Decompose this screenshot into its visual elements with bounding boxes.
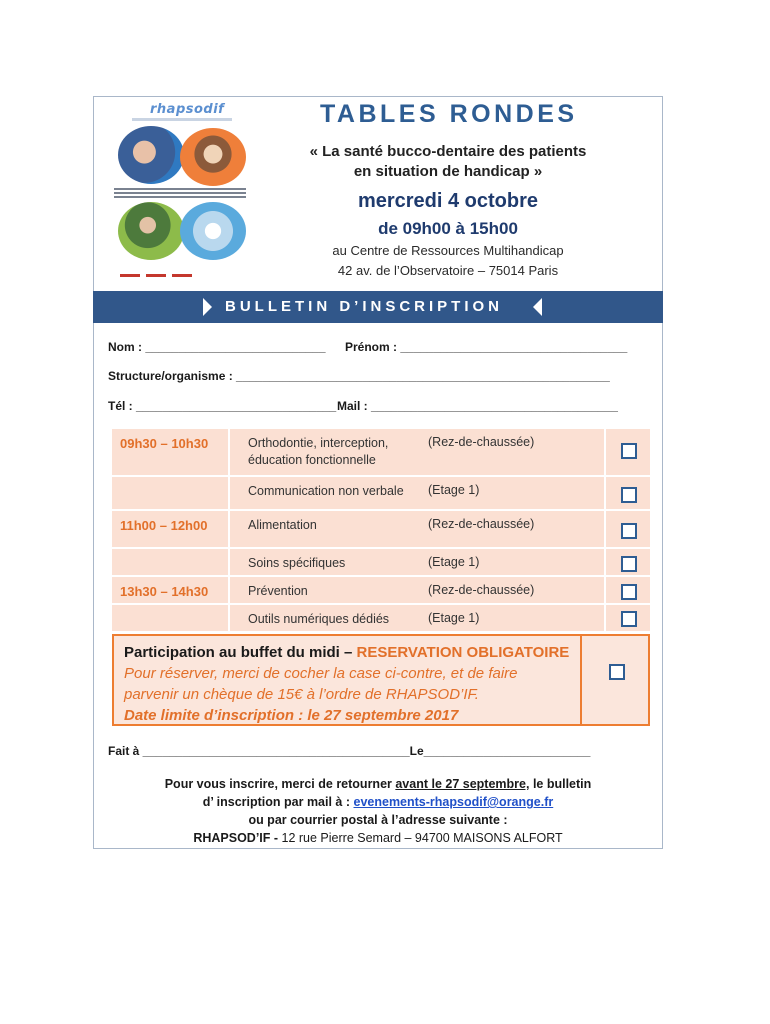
- footer-instructions: [100, 775, 656, 847]
- buffet-deadline: Date limite d’inscription : le 27 septembre 2017: [124, 707, 459, 724]
- buffet-reservation: [112, 634, 650, 726]
- buffet-mandatory: RESERVATION OBLIGATOIRE: [356, 644, 570, 661]
- checkbox-cell: [580, 636, 650, 724]
- footer-line-4: [100, 829, 656, 847]
- photo-patient-caregiver: [118, 126, 184, 184]
- rhapsodif-logo: [110, 102, 250, 278]
- footer-address: 12 rue Pierre Semard – 94700 MAISONS ALFORT: [281, 831, 563, 845]
- buffet-instructions-2: parvenir un chèque de 15€ à l’ordre de RHAPSOD’IF.: [124, 686, 479, 703]
- session-checkbox[interactable]: [621, 611, 637, 627]
- session-time: [112, 549, 230, 575]
- session-topic: Alimentation: [248, 518, 317, 532]
- footer-deadline: avant le 27 septembre,: [395, 777, 530, 791]
- session-floor: (Etage 1): [428, 555, 480, 569]
- session-time: 11h00 – 12h00: [112, 511, 230, 547]
- session-time: 09h30 – 10h30: [112, 429, 230, 475]
- event-hours: de 09h00 à 15h00: [378, 219, 518, 238]
- buffet-heading: [124, 644, 569, 661]
- session-time: [112, 605, 230, 631]
- session-topic: Soins spécifiques: [248, 556, 346, 570]
- footer-line-1: [100, 775, 656, 793]
- buffet-checkbox[interactable]: [609, 664, 625, 680]
- event-subtitle: [268, 142, 628, 182]
- buffet-heading-text: Participation au buffet du midi –: [124, 644, 357, 661]
- footer-line-2: [100, 793, 656, 811]
- session-topic: Prévention: [248, 584, 308, 598]
- prenom-field[interactable]: Prénom : __________________________________: [345, 340, 628, 354]
- session-topic: [248, 435, 388, 469]
- photo-wheelchair: [118, 202, 184, 260]
- session-checkbox[interactable]: [621, 523, 637, 539]
- footer-text: d’ inscription par mail à :: [202, 795, 354, 809]
- subtitle-line-1: « La santé bucco-dentaire des patients: [309, 143, 587, 160]
- nom-field[interactable]: Nom : ___________________________: [108, 340, 326, 354]
- venue-line-2: 42 av. de l’Observatoire – 75014 Paris: [337, 263, 559, 278]
- session-checkbox[interactable]: [621, 487, 637, 503]
- session-floor: (Etage 1): [428, 611, 480, 625]
- session-checkbox[interactable]: [621, 556, 637, 572]
- checkbox-cell: [604, 511, 650, 547]
- logo-wordmark: rhapsodif: [150, 102, 225, 117]
- arrow-left-icon: [533, 298, 542, 316]
- table-row: [112, 429, 650, 477]
- banner-label: BULLETIN D’INSCRIPTION: [225, 298, 503, 315]
- photo-mother-child: [180, 128, 246, 186]
- checkbox-cell: [604, 605, 650, 631]
- page-title: TABLES RONDES: [320, 100, 578, 128]
- event-venue: [268, 241, 628, 281]
- place-date-field[interactable]: Fait à ________________________________________Le_________________________: [108, 744, 591, 758]
- session-floor: (Etage 1): [428, 483, 480, 497]
- session-topic: Communication non verbale: [248, 484, 404, 498]
- checkbox-cell: [604, 577, 650, 603]
- session-floor: (Rez-de-chaussée): [428, 583, 535, 597]
- email-link[interactable]: evenements-rhapsodif@orange.fr: [353, 795, 554, 809]
- checkbox-cell: [604, 549, 650, 575]
- tel-field[interactable]: Tél : ______________________________: [108, 399, 337, 413]
- session-time: [112, 477, 230, 509]
- subtitle-line-2: en situation de handicap »: [353, 163, 543, 180]
- event-date: mercredi 4 octobre: [357, 190, 539, 212]
- photo-dental-care: [180, 202, 246, 260]
- footer-text: Pour vous inscrire, merci de retourner: [164, 777, 396, 791]
- session-time: 13h30 – 14h30: [112, 577, 230, 603]
- session-topic-line: éducation fonctionnelle: [248, 453, 376, 467]
- checkbox-cell: [604, 429, 650, 475]
- registration-banner: [93, 291, 663, 323]
- table-row: [112, 477, 650, 511]
- session-floor: (Rez-de-chaussée): [428, 435, 535, 449]
- table-row: [112, 511, 650, 549]
- session-checkbox[interactable]: [621, 584, 637, 600]
- footer-org: RHAPSOD’IF -: [193, 831, 282, 845]
- partner-logos: [120, 264, 240, 272]
- table-row: [112, 577, 650, 605]
- arrow-right-icon: [203, 298, 212, 316]
- structure-field[interactable]: Structure/organisme : ________________________________________________________: [108, 369, 610, 383]
- session-floor: (Rez-de-chaussée): [428, 517, 535, 531]
- footer-line-3: ou par courrier postal à l’adresse suivante :: [248, 813, 508, 827]
- checkbox-cell: [604, 477, 650, 509]
- venue-line-1: au Centre de Ressources Multihandicap: [332, 243, 564, 258]
- session-topic-line: Orthodontie, interception,: [248, 436, 389, 450]
- session-checkbox[interactable]: [621, 443, 637, 459]
- logo-divider: [132, 118, 232, 121]
- table-row: [112, 605, 650, 633]
- table-row: [112, 549, 650, 577]
- logo-caption-lines: [114, 186, 246, 198]
- footer-text: le bulletin: [529, 777, 592, 791]
- mail-field[interactable]: Mail : _____________________________________: [337, 399, 618, 413]
- buffet-instructions-1: Pour réserver, merci de cocher la case ci-contre, et de faire: [124, 665, 518, 682]
- session-topic: Outils numériques dédiés: [248, 612, 390, 626]
